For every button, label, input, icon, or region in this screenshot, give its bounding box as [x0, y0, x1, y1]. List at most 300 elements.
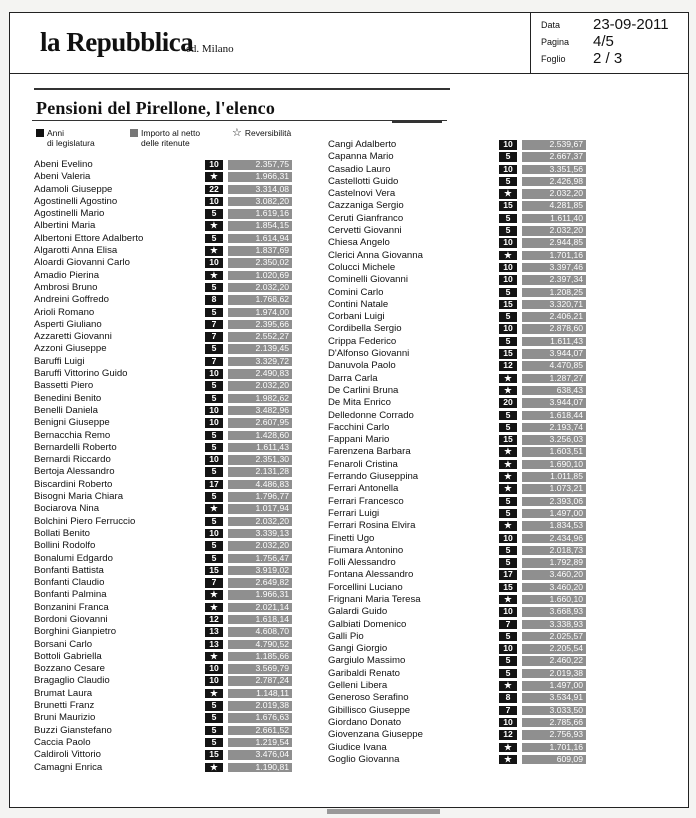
amount-badge: 4.608,70: [228, 627, 292, 637]
pensioner-name: Baruffi Luigi: [34, 355, 85, 367]
years-badge: 5: [499, 288, 517, 298]
pensioner-name: Ferrari Antonella: [328, 483, 399, 495]
pensioner-name: Bottoli Gabriella: [34, 650, 102, 662]
years-badge: 10: [499, 534, 517, 544]
pensioner-name: Arioli Romano: [34, 306, 95, 318]
years-badge: ★: [499, 755, 517, 765]
meta-value: 4/5: [593, 33, 614, 50]
years-badge: 10: [205, 197, 223, 207]
amount-badge: 4.470,85: [522, 361, 586, 371]
years-badge: 5: [499, 509, 517, 519]
amount-badge: 4.281,85: [522, 201, 586, 211]
pensioner-name: Algarotti Anna Elisa: [34, 245, 118, 257]
amount-badge: 2.406,21: [522, 312, 586, 322]
pensioner-name: Bernacchia Remo: [34, 429, 111, 441]
amount-badge: 1.148,11: [228, 689, 292, 699]
years-badge: ★: [205, 246, 223, 256]
amount-badge: 1.768,62: [228, 295, 292, 305]
amount-badge: 2.021,14: [228, 603, 292, 613]
amount-badge: 638,43: [522, 386, 586, 396]
newspaper-logo: la Repubblica: [40, 27, 194, 57]
legend-label: di legislatura: [47, 138, 95, 148]
pensioner-name: Bordoni Giovanni: [34, 613, 108, 625]
amount-badge: 3.339,13: [228, 529, 292, 539]
years-badge: 15: [499, 300, 517, 310]
pensioner-name: Chiesa Angelo: [328, 237, 390, 249]
years-badge: 5: [205, 431, 223, 441]
pensioner-name: Adamoli Giuseppe: [34, 183, 113, 195]
amount-badge: 1.690,10: [522, 460, 586, 470]
years-badge: 15: [499, 201, 517, 211]
masthead: [10, 13, 531, 74]
years-badge: 5: [499, 411, 517, 421]
amount-badge: 1.208,25: [522, 288, 586, 298]
amount-badge: 1.185,66: [228, 652, 292, 662]
years-badge: 8: [499, 693, 517, 703]
amount-badge: 3.476,04: [228, 750, 292, 760]
years-badge: 5: [499, 312, 517, 322]
amount-badge: 1.701,16: [522, 251, 586, 261]
amount-badge: 2.878,60: [522, 324, 586, 334]
years-badge: 10: [499, 275, 517, 285]
amount-badge: 1.497,00: [522, 681, 586, 691]
years-badge: 10: [499, 644, 517, 654]
years-badge: 10: [205, 418, 223, 428]
years-badge: 17: [499, 570, 517, 580]
pensioner-name: Aloardi Giovanni Carlo: [34, 257, 130, 269]
years-badge: 5: [499, 497, 517, 507]
pensioner-name: Ferrari Francesco: [328, 495, 404, 507]
pensioner-name: Bonfanti Palmina: [34, 589, 107, 601]
amount-badge: 1.792,89: [522, 558, 586, 568]
amount-badge: 2.032,20: [228, 517, 292, 527]
pensioner-name: Bragaglio Claudio: [34, 675, 110, 687]
title-rule: [34, 88, 450, 90]
pensioner-name: De Carlini Bruna: [328, 384, 399, 396]
amount-badge: 1.497,00: [522, 509, 586, 519]
amount-badge: 1.611,43: [228, 443, 292, 453]
legend-reversibility: [232, 128, 291, 138]
years-badge: ★: [499, 521, 517, 531]
amount-badge: 3.397,46: [522, 263, 586, 273]
years-badge: 5: [205, 209, 223, 219]
pensioner-name: Ceruti Gianfranco: [328, 212, 404, 224]
years-badge: 5: [499, 546, 517, 556]
pensioner-name: Casadio Lauro: [328, 163, 391, 175]
years-badge: 13: [205, 640, 223, 650]
amount-badge: 2.357,75: [228, 160, 292, 170]
pensioner-name: Gelleni Libera: [328, 680, 388, 692]
years-badge: 5: [499, 214, 517, 224]
pensioner-name: D'Alfonso Giovanni: [328, 348, 410, 360]
pensioner-name: Bernardelli Roberto: [34, 441, 117, 453]
amount-badge: 2.607,95: [228, 418, 292, 428]
pensioner-name: Brumat Laura: [34, 687, 93, 699]
pensioner-name: Darra Carla: [328, 372, 378, 384]
pensioner-name: Buzzi Gianstefano: [34, 724, 112, 736]
amount-badge: 2.649,82: [228, 578, 292, 588]
years-badge: 8: [205, 295, 223, 305]
pensioner-name: Bisogni Maria Chiara: [34, 491, 124, 503]
pensioner-name: Goglio Giovanna: [328, 753, 400, 765]
pensioner-name: Borghini Gianpietro: [34, 626, 117, 638]
pensioner-name: Fontana Alessandro: [328, 569, 414, 581]
pensioner-name: Bonzanini Franca: [34, 601, 109, 613]
pensioner-name: Agostinelli Mario: [34, 208, 105, 220]
pensioner-name: Folli Alessandro: [328, 557, 396, 569]
years-badge: 5: [205, 492, 223, 502]
amount-badge: 2.139,45: [228, 344, 292, 354]
years-badge: 5: [205, 713, 223, 723]
years-badge: 7: [499, 620, 517, 630]
years-badge: 15: [499, 349, 517, 359]
amount-badge: 2.032,20: [522, 226, 586, 236]
pensioner-name: Frignani Maria Teresa: [328, 593, 421, 605]
clipping-frame: [9, 12, 689, 808]
article-title: Pensioni del Pirellone, l'elenco: [36, 98, 276, 118]
legend-label: Reversibilità: [244, 128, 292, 138]
pensioner-name: Albertoni Ettore Adalberto: [34, 232, 144, 244]
amount-badge: 4.790,52: [228, 640, 292, 650]
meta-label: Data: [541, 20, 561, 30]
amount-badge: 1.219,54: [228, 738, 292, 748]
years-badge: 10: [205, 455, 223, 465]
years-badge: 5: [205, 517, 223, 527]
amount-badge: 2.032,20: [228, 541, 292, 551]
amount-badge: 1.428,60: [228, 431, 292, 441]
years-badge: 5: [499, 656, 517, 666]
amount-badge: 1.756,47: [228, 554, 292, 564]
years-badge: ★: [499, 681, 517, 691]
years-badge: ★: [205, 763, 223, 773]
amount-badge: 3.082,20: [228, 197, 292, 207]
pensioner-name: Garibaldi Renato: [328, 667, 400, 679]
amount-badge: 2.395,66: [228, 320, 292, 330]
amount-badge: 1.603,51: [522, 447, 586, 457]
amount-badge: 2.032,20: [228, 283, 292, 293]
amount-badge: 2.787,24: [228, 676, 292, 686]
pensioner-name: Bernardi Riccardo: [34, 454, 111, 466]
meta-page: [541, 33, 681, 49]
pensioner-name: Clerici Anna Giovanna: [328, 249, 423, 261]
amount-badge: 2.019,38: [228, 701, 292, 711]
amount-badge: 2.490,83: [228, 369, 292, 379]
pensioner-name: Bonfanti Battista: [34, 564, 104, 576]
meta-value: 2 / 3: [593, 50, 623, 67]
amount-badge: 3.033,50: [522, 706, 586, 716]
amount-badge: 2.032,20: [522, 189, 586, 199]
pensioner-name: Facchini Carlo: [328, 421, 390, 433]
amount-badge: 3.460,20: [522, 583, 586, 593]
pensioner-name: De Mita Enrico: [328, 397, 391, 409]
years-badge: 5: [205, 308, 223, 318]
legend-amount: [130, 128, 200, 148]
years-badge: 10: [499, 165, 517, 175]
pensioner-name: Abeni Evelino: [34, 159, 93, 170]
years-badge: 15: [499, 435, 517, 445]
pensioner-name: Azzoni Giuseppe: [34, 343, 107, 355]
amount-badge: 1.966,31: [228, 590, 292, 600]
years-badge: 5: [205, 283, 223, 293]
amount-badge: 2.552,27: [228, 332, 292, 342]
years-badge: 5: [205, 467, 223, 477]
pensioner-name: Fappani Mario: [328, 434, 390, 446]
pensioner-name: Bassetti Piero: [34, 380, 94, 392]
years-badge: 10: [205, 664, 223, 674]
pensioner-name: Ambrosi Bruno: [34, 281, 98, 293]
pensioner-name: Comini Carlo: [328, 286, 384, 298]
pensioner-name: Capanna Mario: [328, 151, 394, 163]
pensioner-name: Caldiroli Vittorio: [34, 749, 102, 761]
amount-badge: 3.338,93: [522, 620, 586, 630]
pensioner-name: Cazzaniga Sergio: [328, 200, 404, 212]
pensioner-name: Contini Natale: [328, 298, 389, 310]
years-badge: 10: [499, 140, 517, 150]
years-badge: 12: [205, 615, 223, 625]
pensioner-name: Andreini Goffredo: [34, 294, 110, 306]
years-badge: 7: [205, 357, 223, 367]
article-body: [32, 88, 652, 818]
years-badge: 10: [499, 607, 517, 617]
years-badge: 5: [205, 344, 223, 354]
years-badge: 10: [499, 263, 517, 273]
title-tick: [392, 121, 442, 123]
pensioner-name: Gibillisco Giuseppe: [328, 704, 411, 716]
pensioner-name: Ferrari Luigi: [328, 507, 380, 519]
years-badge: 5: [205, 381, 223, 391]
amount-badge: 3.320,71: [522, 300, 586, 310]
years-badge: 5: [499, 177, 517, 187]
amount-badge: 2.032,20: [228, 381, 292, 391]
pensioner-name: Forcellini Luciano: [328, 581, 403, 593]
pensioner-name: Benelli Daniela: [34, 404, 98, 416]
amount-badge: 2.193,74: [522, 423, 586, 433]
amount-badge: 2.393,06: [522, 497, 586, 507]
amount-badge: 4.486,83: [228, 480, 292, 490]
pensioner-name: Fiumara Antonino: [328, 544, 404, 556]
amount-badge: 2.397,34: [522, 275, 586, 285]
amount-badge: 2.025,57: [522, 632, 586, 642]
years-badge: ★: [205, 271, 223, 281]
years-badge: 5: [205, 234, 223, 244]
pensioner-name: Cervetti Giovanni: [328, 225, 402, 237]
amount-badge: 1.611,43: [522, 337, 586, 347]
years-badge: 5: [205, 726, 223, 736]
amount-badge: 3.329,72: [228, 357, 292, 367]
years-badge: 10: [205, 369, 223, 379]
meta-label: Foglio: [541, 54, 566, 64]
pensioner-name: Baruffi Vittorino Guido: [34, 368, 128, 380]
pensioner-name: Caccia Paolo: [34, 736, 91, 748]
meta-sheet: [541, 50, 681, 66]
amount-badge: 1.017,94: [228, 504, 292, 514]
years-badge: 20: [499, 398, 517, 408]
grey-square-icon: [130, 129, 138, 137]
pensioner-name: Gangi Giorgio: [328, 643, 388, 655]
pensioner-name: Farenzena Barbara: [328, 446, 411, 458]
meta-value: 23-09-2011: [593, 16, 669, 33]
amount-badge: 2.667,37: [522, 152, 586, 162]
years-badge: ★: [205, 172, 223, 182]
amount-badge: 1.834,53: [522, 521, 586, 531]
amount-badge: 3.351,56: [522, 165, 586, 175]
pensioner-name: Danuvola Paolo: [328, 360, 396, 372]
years-badge: ★: [499, 189, 517, 199]
pensioner-name: Cominelli Giovanni: [328, 274, 408, 286]
pensioner-name: Azzaretti Giovanni: [34, 331, 112, 343]
years-badge: ★: [499, 251, 517, 261]
pensioner-name: Bolchini Piero Ferruccio: [34, 515, 136, 527]
years-badge: 17: [205, 480, 223, 490]
pensioner-name: Brunetti Franz: [34, 700, 95, 712]
amount-badge: 3.314,08: [228, 185, 292, 195]
pensioner-name: Castelnovi Vera: [328, 188, 396, 200]
amount-badge: 3.569,79: [228, 664, 292, 674]
years-badge: 5: [205, 541, 223, 551]
pensioner-name: Giudice Ivana: [328, 741, 387, 753]
amount-badge: 2.539,67: [522, 140, 586, 150]
years-badge: 10: [499, 238, 517, 248]
amount-badge: 2.944,85: [522, 238, 586, 248]
amount-badge: 1.701,16: [522, 743, 586, 753]
amount-badge: 2.205,54: [522, 644, 586, 654]
meta-label: Pagina: [541, 37, 570, 47]
years-badge: 5: [499, 423, 517, 433]
amount-badge: 1.660,10: [522, 595, 586, 605]
years-badge: 5: [499, 669, 517, 679]
amount-badge: 1.011,85: [522, 472, 586, 482]
amount-badge: 1.982,62: [228, 394, 292, 404]
pensioner-name: Bollati Benito: [34, 527, 90, 539]
years-badge: 15: [205, 566, 223, 576]
amount-badge: 1.676,63: [228, 713, 292, 723]
pensioner-name: Benigni Giuseppe: [34, 417, 110, 429]
years-badge: 5: [499, 226, 517, 236]
amount-badge: 1.287,27: [522, 374, 586, 384]
years-badge: ★: [205, 603, 223, 613]
pensioner-name: Bertoja Alessandro: [34, 466, 115, 478]
years-badge: 5: [499, 152, 517, 162]
years-badge: 7: [205, 320, 223, 330]
amount-badge: 3.534,91: [522, 693, 586, 703]
pensioner-name: Corbani Luigi: [328, 311, 385, 323]
pensioner-name: Camagni Enrica: [34, 761, 103, 773]
years-badge: 12: [499, 730, 517, 740]
amount-badge: 3.482,96: [228, 406, 292, 416]
amount-badge: 2.460,22: [522, 656, 586, 666]
amount-badge: 1.614,94: [228, 234, 292, 244]
years-badge: 5: [205, 394, 223, 404]
amount-badge: 2.661,52: [228, 726, 292, 736]
years-badge: 7: [205, 332, 223, 342]
years-badge: 10: [205, 529, 223, 539]
legend-label: delle ritenute: [141, 138, 190, 148]
years-badge: ★: [499, 484, 517, 494]
years-badge: 5: [205, 554, 223, 564]
years-badge: 5: [205, 443, 223, 453]
years-badge: ★: [205, 504, 223, 514]
pensioner-name: Cordibella Sergio: [328, 323, 402, 335]
amount-badge: 2.350,02: [228, 258, 292, 268]
years-badge: 10: [499, 718, 517, 728]
meta-date: [541, 16, 681, 32]
amount-badge: 3.460,20: [522, 570, 586, 580]
pensioner-name: Asperti Giuliano: [34, 318, 102, 330]
years-badge: 15: [499, 583, 517, 593]
pensioner-name: Galbiati Domenico: [328, 618, 407, 630]
amount-badge: 3.256,03: [522, 435, 586, 445]
pensioner-name: Bociarova Nina: [34, 503, 100, 515]
amount-badge: 1.619,16: [228, 209, 292, 219]
title-underline: [32, 120, 447, 121]
star-outline-icon: ☆: [232, 127, 242, 139]
legend-label: Importo al netto: [141, 128, 201, 138]
amount-badge: 1.796,77: [228, 492, 292, 502]
amount-badge: 2.018,73: [522, 546, 586, 556]
amount-badge: 1.837,69: [228, 246, 292, 256]
amount-badge: 3.944,07: [522, 349, 586, 359]
years-badge: ★: [499, 386, 517, 396]
pensioner-name: Cangi Adalberto: [328, 139, 397, 150]
clipping-meta: [531, 13, 688, 74]
legend-years: [36, 128, 95, 148]
amount-badge: 1.966,31: [228, 172, 292, 182]
years-badge: 5: [499, 337, 517, 347]
dark-square-icon: [36, 129, 44, 137]
amount-badge: 3.944,07: [522, 398, 586, 408]
pensioner-name: Ferrando Giuseppina: [328, 471, 419, 483]
pensioner-name: Galli Pio: [328, 630, 364, 642]
years-badge: ★: [205, 689, 223, 699]
amount-badge: 1.854,15: [228, 221, 292, 231]
years-badge: ★: [205, 652, 223, 662]
amount-badge: 1.618,14: [228, 615, 292, 625]
years-badge: ★: [499, 743, 517, 753]
pensioner-name: Bonfanti Claudio: [34, 577, 105, 589]
years-badge: 10: [205, 160, 223, 170]
pensioner-name: Bruni Maurizio: [34, 712, 96, 724]
years-badge: 15: [205, 750, 223, 760]
years-badge: 5: [499, 558, 517, 568]
years-badge: 10: [205, 676, 223, 686]
amount-badge: 1.974,00: [228, 308, 292, 318]
amount-badge: 1.611,40: [522, 214, 586, 224]
pensioner-name: Colucci Michele: [328, 261, 396, 273]
amount-badge: 2.351,30: [228, 455, 292, 465]
years-badge: 10: [205, 258, 223, 268]
years-badge: ★: [499, 460, 517, 470]
edition-label: ed. Milano: [186, 43, 234, 55]
amount-badge: 2.756,93: [522, 730, 586, 740]
pensioner-name: Biscardini Roberto: [34, 478, 113, 490]
years-badge: 10: [499, 324, 517, 334]
years-badge: 12: [499, 361, 517, 371]
pensioner-name: Gargiulo Massimo: [328, 655, 406, 667]
pensioner-name: Finetti Ugo: [328, 532, 375, 544]
years-badge: ★: [205, 590, 223, 600]
amount-badge: 609,09: [522, 755, 586, 765]
pensioner-name: Bozzano Cesare: [34, 663, 105, 675]
pensioner-name: Ferrari Rosina Elvira: [328, 520, 416, 532]
amount-badge: 3.668,93: [522, 607, 586, 617]
years-badge: 10: [205, 406, 223, 416]
years-badge: ★: [499, 447, 517, 457]
amount-badge: 1.073,21: [522, 484, 586, 494]
bottom-bar: [327, 809, 440, 814]
pensioner-name: Bonalumi Edgardo: [34, 552, 113, 564]
pensioner-name: Giovenzana Giuseppe: [328, 729, 423, 741]
amount-badge: 2.019,38: [522, 669, 586, 679]
